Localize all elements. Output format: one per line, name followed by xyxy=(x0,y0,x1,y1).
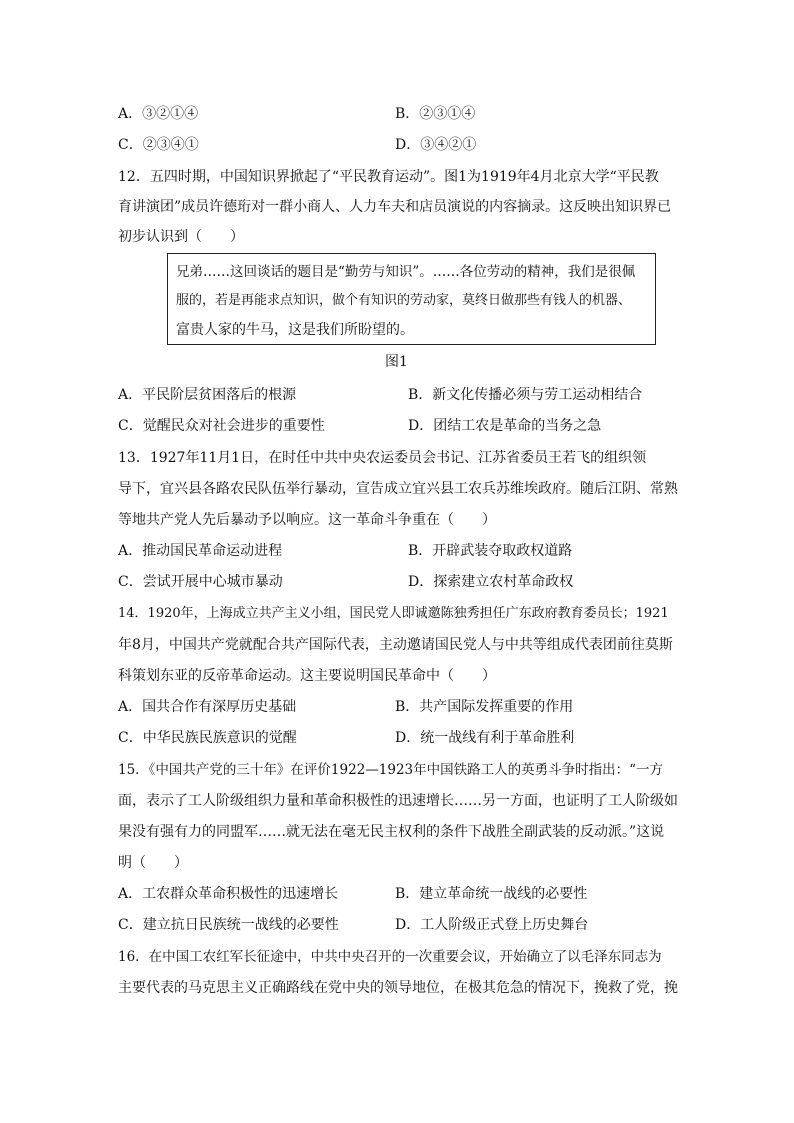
q14-stem-line-1: 14．1920年，上海成立共产主义小组，国民党人即诚邀陈独秀担任广东政府教育委员长；1921 xyxy=(118,606,669,621)
q14-option-a[interactable]: A．国共合作有深厚历史基础 xyxy=(118,699,297,715)
q12-figure-caption: 图1 xyxy=(385,354,408,370)
q14-stem-line-3: 科策划东亚的反帝革命运动。这主要说明国民革命中（ ） xyxy=(118,668,496,684)
q15-stem-line-2: 面，表示了工人阶级组织力量和革命积极性的迅速增长……另一方面，也证明了工人阶级如 xyxy=(118,793,678,809)
q12-quote-line-3: 富贵人家的牛马，这是我们所盼望的。 xyxy=(176,322,414,338)
q15-stem-line-3: 果没有强有力的同盟军……就无法在毫无民主权利的条件下战胜全副武装的反动派。”这说 xyxy=(118,824,665,840)
q12-stem-line-1: 12．五四时期，中国知识界掀起了“平民教育运动”。图1为1919年4月北京大学“平民教 xyxy=(118,169,659,185)
q16-stem-line-1: 16．在中国工农红军长征途中，中共中央召开的一次重要会议，开始确立了以毛泽东同志为 xyxy=(118,949,662,965)
q12-quote-line-1: 兄弟……这回谈话的题目是“勤劳与知识”。……各位劳动的精神，我们是很佩 xyxy=(176,264,636,280)
q13-stem-line-3: 等地共产党人先后暴动予以响应。这一革命斗争重在（ ） xyxy=(118,512,496,528)
q15-stem-line-4: 明（ ） xyxy=(118,855,188,871)
q12-stem-line-3: 初步认识到（ ） xyxy=(118,229,244,245)
q15-option-b[interactable]: B．建立革命统一战线的必要性 xyxy=(395,886,588,902)
q13-stem-line-1: 13．1927年11月1日，在时任中共中央农运委员会书记、江苏省委员王若飞的组织领 xyxy=(118,450,647,466)
q12-stem-line-2: 育讲演团”成员许德珩对一群小商人、人力车夫和店员演说的内容摘录。这反映出知识界已 xyxy=(118,199,672,215)
q14-option-c[interactable]: C．中华民族民族意识的觉醒 xyxy=(118,730,297,746)
q15-option-d[interactable]: D．工人阶级正式登上历史舞台 xyxy=(395,917,589,933)
q13-option-b[interactable]: B．开辟武装夺取政权道路 xyxy=(408,543,573,559)
q15-stem-line-1: 15．《中国共产党的三十年》在评价1922—1923年中国铁路工人的英勇斗争时指出：“一方 xyxy=(118,762,664,778)
q12-option-a[interactable]: A．平民阶层贫困落后的根源 xyxy=(118,387,297,403)
q12-option-d[interactable]: D．团结工农是革命的当务之急 xyxy=(408,418,602,434)
q13-option-d[interactable]: D．探索建立农村革命政权 xyxy=(408,574,574,590)
q14-stem-line-2: 年8月，中国共产党就配合共产国际代表，主动邀请国民党人与中共等组成代表团前往莫斯 xyxy=(118,637,673,653)
q14-option-b[interactable]: B．共产国际发挥重要的作用 xyxy=(395,699,574,715)
q15-option-c[interactable]: C．建立抗日民族统一战线的必要性 xyxy=(118,917,339,933)
q13-option-c[interactable]: C．尝试开展中心城市暴动 xyxy=(118,574,283,590)
q16-stem-line-2: 主要代表的马克思主义正确路线在党中央的领导地位，在极其危急的情况下，挽救了党，挽 xyxy=(118,980,678,996)
q11-option-a[interactable]: A．③②①④ xyxy=(118,106,199,122)
q13-option-a[interactable]: A．推动国民革命运动进程 xyxy=(118,543,283,559)
q13-stem-line-2: 导下，宜兴县各路农民队伍举行暴动，宣告成立宜兴县工农兵苏维埃政府。随后江阴、常熟 xyxy=(118,481,678,497)
q12-option-b[interactable]: B．新文化传播必须与劳工运动相结合 xyxy=(408,387,643,403)
q11-option-c[interactable]: C．②③④① xyxy=(118,137,199,153)
q15-option-a[interactable]: A．工农群众革命积极性的迅速增长 xyxy=(118,886,339,902)
q11-option-d[interactable]: D．③④②① xyxy=(395,137,477,153)
q12-option-c[interactable]: C．觉醒民众对社会进步的重要性 xyxy=(118,418,325,434)
q12-quote-line-2: 服的，若是再能求点知识，做个有知识的劳动家，莫终日做那些有钱人的机器、 xyxy=(176,293,632,308)
q11-option-b[interactable]: B．②③①④ xyxy=(395,106,476,122)
q14-option-d[interactable]: D．统一战线有利于革命胜利 xyxy=(395,730,575,746)
q12-quote-box xyxy=(167,253,656,345)
